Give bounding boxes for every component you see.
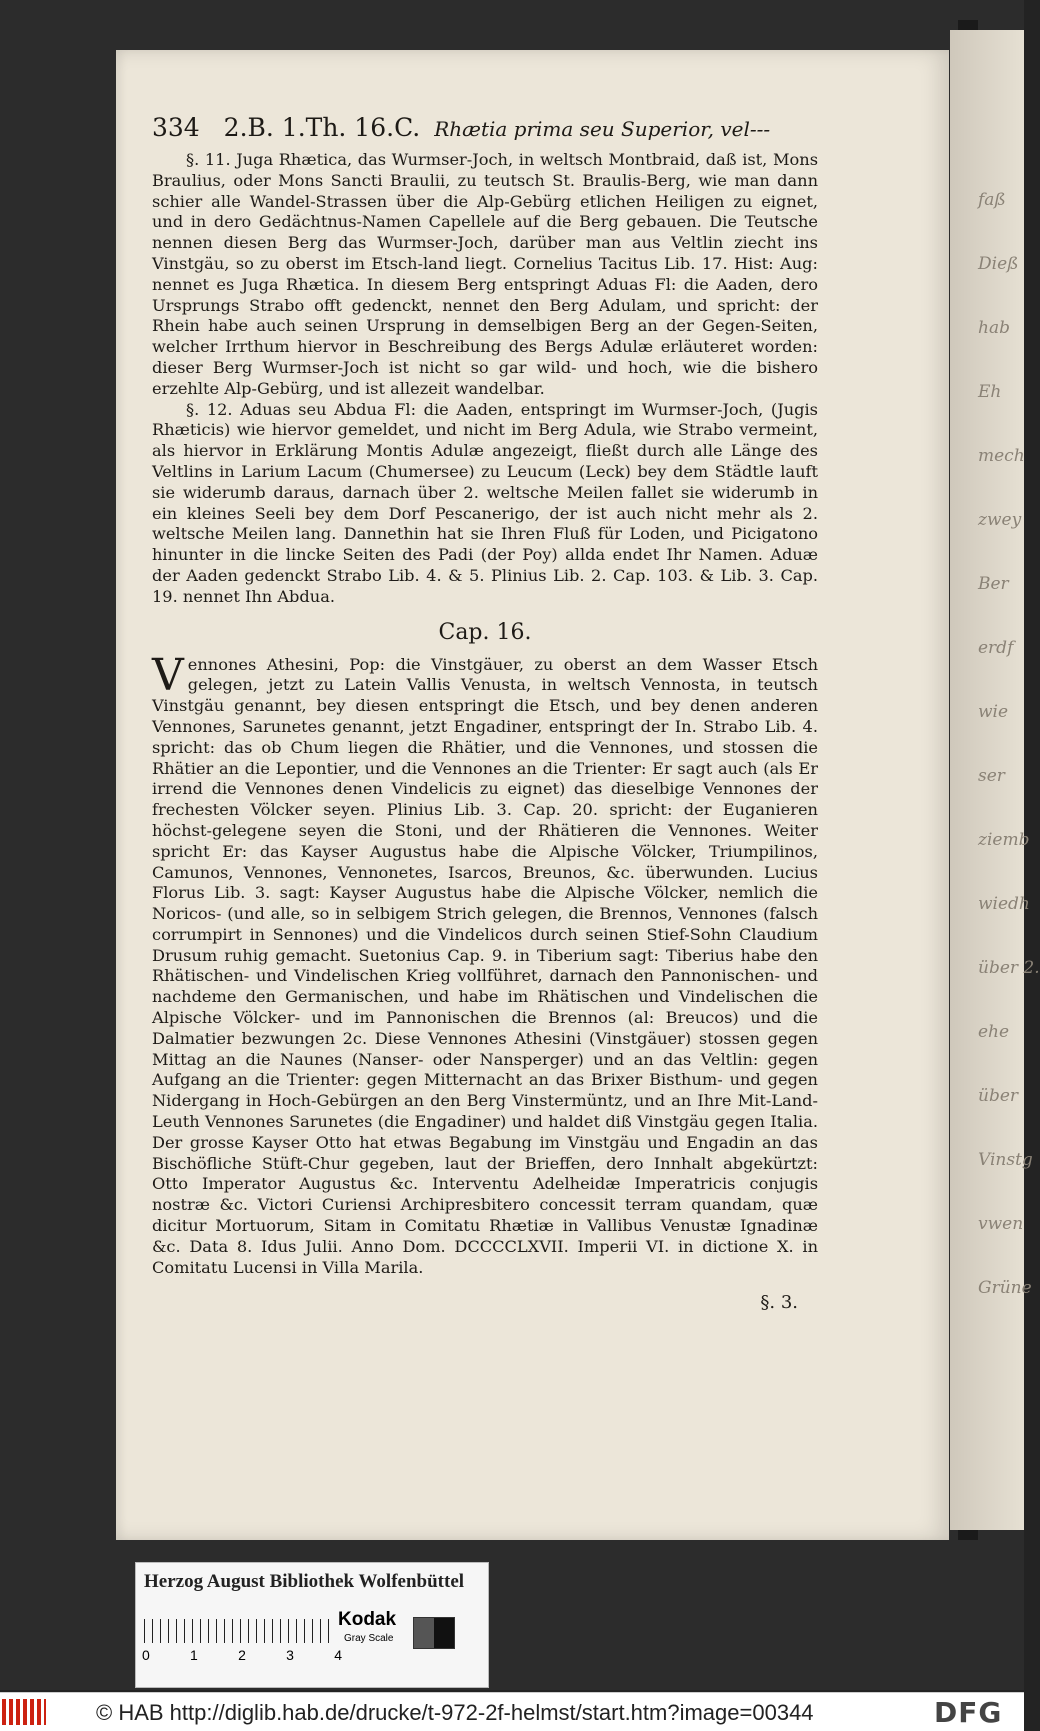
facing-page-fragment: wiedh xyxy=(978,894,1030,914)
institution-name: Herzog August Bibliothek Wolfenbüttel xyxy=(144,1571,465,1592)
page-header xyxy=(152,113,842,153)
catchword: §. 3. xyxy=(760,1292,798,1314)
page-body xyxy=(152,150,818,1313)
facing-page-fragment: Eh xyxy=(978,382,1002,402)
hab-logo-icon xyxy=(2,1699,46,1725)
scale-ruler xyxy=(144,1619,332,1643)
kodak-brand: Kodak xyxy=(338,1609,397,1630)
gray-swatch xyxy=(413,1617,455,1649)
ruler-number: 1 xyxy=(190,1647,198,1663)
facing-page-fragment: vwen xyxy=(978,1214,1024,1234)
archive-label xyxy=(135,1562,489,1688)
facing-page-fragment: wie xyxy=(978,702,1009,722)
facing-page-edge xyxy=(950,30,1040,1530)
paragraph-12: §. 12. Aduas seu Abdua Fl: die Aaden, entspringt im Wurmser-Joch, (Jugis Rhæticis) wie hiervor gemeldet, und nicht im Berg Adula, wie Strabo vermeint, als hiervor in Erklärung Montis Adulæ angezeigt, fließt durch alle Länge des Veltlins in Larium Lacum (Chumersee) zu Leucum (Leck) bey dem Städtle lauft sie widerumb daraus, darnach über 2. weltsche Meilen fallet sie widerumb in ein kleines Seeli bey dem Dorf Pescanerigo, der ist auch nicht mehr als 2. weltsche Meilen lang. Dannethin hat sie Ihren Fluß für Loden, und Picigatono hinunter in die lincke Seiten des Padi (der Poy) allda endet Ihr Namen. Aduæ der Aaden gedenckt Strabo Lib. 4. & 5. Plinius Lib. 2. Cap. 103. & Lib. 3. Cap. 19. nennet Ihn Abdua. xyxy=(152,399,818,606)
ruler-numbers xyxy=(142,1647,342,1663)
source-link[interactable]: © HAB http://diglib.hab.de/drucke/t-972-2f-helmst/start.htm?image=00344 xyxy=(96,1700,814,1725)
facing-page-fragment: faß xyxy=(978,190,1006,210)
chapter-heading: Cap. 16. xyxy=(438,619,532,645)
section-reference: 2.B. 1.Th. 16.C. xyxy=(223,113,421,142)
page-number: 334 xyxy=(152,113,200,142)
drop-cap: V xyxy=(152,649,184,701)
facing-page-fragment: Dieß xyxy=(978,254,1019,274)
ruler-number: 2 xyxy=(238,1647,246,1663)
facing-page-fragment: über xyxy=(978,1086,1019,1106)
facing-page-fragment: hab xyxy=(978,318,1010,338)
ruler-number: 0 xyxy=(142,1647,150,1663)
facing-page-fragment: ser xyxy=(978,766,1005,786)
facing-page-fragment: erdf xyxy=(978,638,1014,658)
facing-page-fragment: mech xyxy=(978,446,1025,466)
viewer-footer xyxy=(0,1692,1024,1731)
facing-page-fragment: über 2. xyxy=(978,958,1040,978)
facing-page-fragment: zwey xyxy=(978,510,1022,530)
ruler-number: 4 xyxy=(334,1647,342,1663)
chapter-body: ennones Athesini, Pop: die Vinstgäuer, zu oberst an dem Wasser Etsch gelegen, jetzt zu Latein Vallis Venusta, in weltsch Vennosta, in teutsch Vinstgäu genannt, bey diesen entspringt die Etsch, und bey denen anderen Vennones, Sarunetes genannt, jetzt Engadiner, entspringt der In. Strabo Lib. 4. spricht: das ob Chum liegen die Rhätier, und die Vennones, und stossen die Rhätier an die Lepontier, und die Vennones an die Trienter: Er sagt auch (als Er irrend die Vennones denen Vindelicis zu eignet) das dieselbige Vennones der frechesten Völcker seyen. Plinius Lib. 3. Cap. 20. spricht: der Euganieren höchst-gelegene seyen die Stoni, und der Rhätieren die Vennones. Weiter spricht Er: das Kayser Augustus habe die Alpische Völcker, Triumpilinos, Camunos, Vennones, Vennonetes, Isarcos, Breunos, &c. überwunden. Lucius Florus Lib. 3. sagt: Kayser Augustus habe die Alpische Völcker, nemlich die Noricos- (und alle, so in selbigem Strich gelegen, die Brennos, Vennones (falsch corrumpirt in Sennones) und die Vindelicos durch seinen Stief-Sohn Claudium Drusum ruhig gemacht. Suetonius Cap. 9. in Tiberium sagt: Tiberius habe den Rhätischen- und Vindelischen Krieg vollführet, darnach den Pannonischen- und nachdeme den Germanischen, und habe im Rhätischen und Vindelischen die Alpische Völcker- und im Pannonischen die Brennos (al: Breucos) und die Dalmatier bezwungen 2c. Diese Vennones Athesini (Vinstgäuer) stossen gegen Mittag an die Naunes (Nanser- oder Nansperger) und an das Veltlin: gegen Aufgang an die Trienter: gegen Mitternacht an das Brixer Bisthum- und gegen Nidergang in Hoch-Gebürgen an den Berg Vinstermüntz, und an Ihre Mit-Land-Leuth Vennones Sarunetes (die Engadiner) und haldet diß Vinstgäu gegen Italia. Der grosse Kayser Otto hat etwas Begabung im Vinstgäu und Engadin an das Bischöfliche Stüft-Chur gegeben, laut der Brieffen, dero Innhalt abgekürtzt: Otto Imperator Augustus &c. Interventu Adelheidæ Imperatricis conjugis nostræ &c. Victori Curiensi Archipresbitero concessit terram quandam, quæ dicitur Mortuorum, Sitam in Comitatu Rhætiæ in Vallibus Venustæ Ignadinæ &c. Data 8. Idus Julii. Anno Dom. DCCCCLXVII. Imperii VI. in dictione X. in Comitatu Lucensi in Villa Marila. xyxy=(152,654,818,1277)
facing-page-fragment: ehe xyxy=(978,1022,1010,1042)
paragraph-11: §. 11. Juga Rhætica, das Wurmser-Joch, in weltsch Montbraid, daß ist, Mons Braulius, oder Mons Sancti Braulii, zu teutsch St. Braulis-Berg, wie man dann schier alle Wandel-Strassen über die Alp-Gebürg etlichen Heiligen zu eignet, und in dero Gedächtnus-Namen Capellele auf die Berg gebauen. Die Teutsche nennen diesen Berg das Wurmser-Joch, darüber man aus Veltlin ziecht ins Vinstgäu, so zu oberst im Etsch-land liegt. Cornelius Tacitus Lib. 17. Hist: Aug: nennet es Juga Rhætica. In diesem Berg entspringt Aduas Fl: die Aaden, dero Ursprungs Strabo offt gedenckt, nennet den Berg Adulam, und spricht: der Rhein habe auch seinen Ursprung in demselbigen Berg an der Gegen-Seiten, welcher Irrthum hiervor in Beschreibung des Bergs Adulæ erläuteret worden: dieser Berg Wurmser-Joch ist nicht so gar wild- und hoch, wie die bishero erzehlte Alp-Gebürg, und ist allezeit wandelbar. xyxy=(152,150,818,398)
running-title: Rhætia prima seu Superior, vel--- xyxy=(434,117,771,141)
gray-scale-label: Gray Scale xyxy=(344,1633,394,1644)
facing-page-fragment: Ber xyxy=(978,574,1009,594)
chapter-text xyxy=(152,649,818,1279)
facing-page-fragment: Vinstg xyxy=(978,1150,1033,1170)
facing-page-fragment: Grüne xyxy=(978,1278,1032,1298)
dfg-logo: DFG xyxy=(934,1696,1003,1729)
facing-page-fragment: ziemb xyxy=(978,830,1030,850)
ruler-number: 3 xyxy=(286,1647,294,1663)
